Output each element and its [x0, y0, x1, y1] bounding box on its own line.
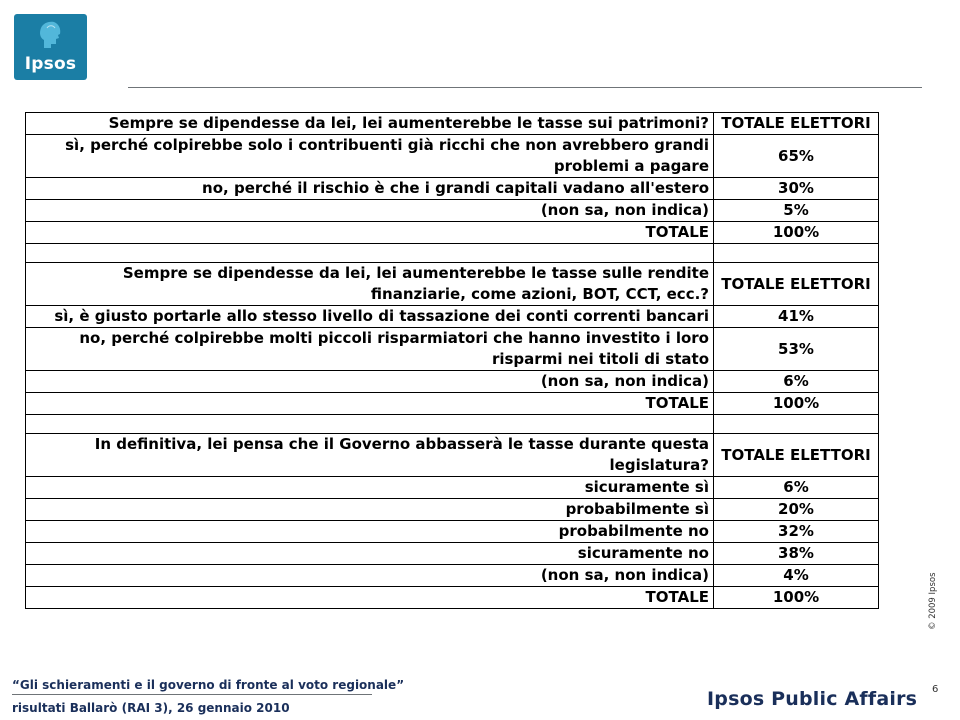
answer-label: sicuramente no — [26, 543, 714, 565]
footer-title: “Gli schieramenti e il governo di fronte al voto regionale” — [12, 678, 405, 692]
total-value: 100% — [714, 587, 879, 609]
footer-source: risultati Ballarò (RAI 3), 26 gennaio 2010 — [12, 701, 290, 715]
table-row — [26, 477, 879, 499]
total-row — [26, 222, 879, 244]
header-divider — [128, 87, 922, 88]
table-row — [26, 178, 879, 200]
total-label: TOTALE — [26, 587, 714, 609]
question-text: Sempre se dipendesse da lei, lei aumenterebbe le tasse sui patrimoni? — [26, 113, 714, 135]
total-value: 100% — [714, 393, 879, 415]
column-header: TOTALE ELETTORI — [714, 434, 879, 477]
table-row — [26, 499, 879, 521]
answer-value: 30% — [714, 178, 879, 200]
table-row — [26, 328, 879, 371]
question-text: In definitiva, lei pensa che il Governo abbasserà le tasse durante questa legislatura? — [26, 434, 714, 477]
spacer-row — [26, 415, 879, 434]
table-row — [26, 565, 879, 587]
question-row — [26, 263, 879, 306]
answer-label: no, perché il rischio è che i grandi capitali vadano all'estero — [26, 178, 714, 200]
answer-label: (non sa, non indica) — [26, 565, 714, 587]
footer-divider — [12, 694, 372, 695]
answer-value: 6% — [714, 477, 879, 499]
answer-value: 32% — [714, 521, 879, 543]
answer-value: 53% — [714, 328, 879, 371]
answer-label: (non sa, non indica) — [26, 200, 714, 222]
answer-value: 65% — [714, 135, 879, 178]
answer-value: 4% — [714, 565, 879, 587]
question-text: Sempre se dipendesse da lei, lei aumenterebbe le tasse sulle rendite finanziarie, come azioni, BOT, CCT, ecc.? — [26, 263, 714, 306]
answer-value: 5% — [714, 200, 879, 222]
question-row — [26, 434, 879, 477]
question-row — [26, 113, 879, 135]
column-header: TOTALE ELETTORI — [714, 263, 879, 306]
page-number: 6 — [932, 684, 939, 695]
brand-name: Ipsos Public Affairs — [707, 688, 918, 710]
table-row — [26, 371, 879, 393]
table-row — [26, 521, 879, 543]
survey-table — [25, 112, 879, 609]
answer-label: (non sa, non indica) — [26, 371, 714, 393]
answer-label: probabilmente no — [26, 521, 714, 543]
total-value: 100% — [714, 222, 879, 244]
spacer-row — [26, 244, 879, 263]
table-row — [26, 306, 879, 328]
table-row — [26, 200, 879, 222]
answer-label: sì, è giusto portarle allo stesso livello di tassazione dei conti correnti bancari — [26, 306, 714, 328]
answer-value: 38% — [714, 543, 879, 565]
head-silhouette-icon — [38, 20, 62, 50]
column-header: TOTALE ELETTORI — [714, 113, 879, 135]
answer-value: 6% — [714, 371, 879, 393]
total-row — [26, 393, 879, 415]
answer-label: sicuramente sì — [26, 477, 714, 499]
total-row — [26, 587, 879, 609]
table-row — [26, 135, 879, 178]
ipsos-logo — [14, 14, 87, 80]
answer-label: probabilmente sì — [26, 499, 714, 521]
logo-text: Ipsos — [24, 54, 77, 74]
total-label: TOTALE — [26, 393, 714, 415]
answer-value: 20% — [714, 499, 879, 521]
answer-label: no, perché colpirebbe molti piccoli risparmiatori che hanno investito i loro risparmi nei titoli di stato — [26, 328, 714, 371]
total-label: TOTALE — [26, 222, 714, 244]
answer-value: 41% — [714, 306, 879, 328]
table-row — [26, 543, 879, 565]
copyright-notice: © 2009 Ipsos — [928, 572, 938, 630]
answer-label: sì, perché colpirebbe solo i contribuenti già ricchi che non avrebbero grandi problemi a pagare — [26, 135, 714, 178]
